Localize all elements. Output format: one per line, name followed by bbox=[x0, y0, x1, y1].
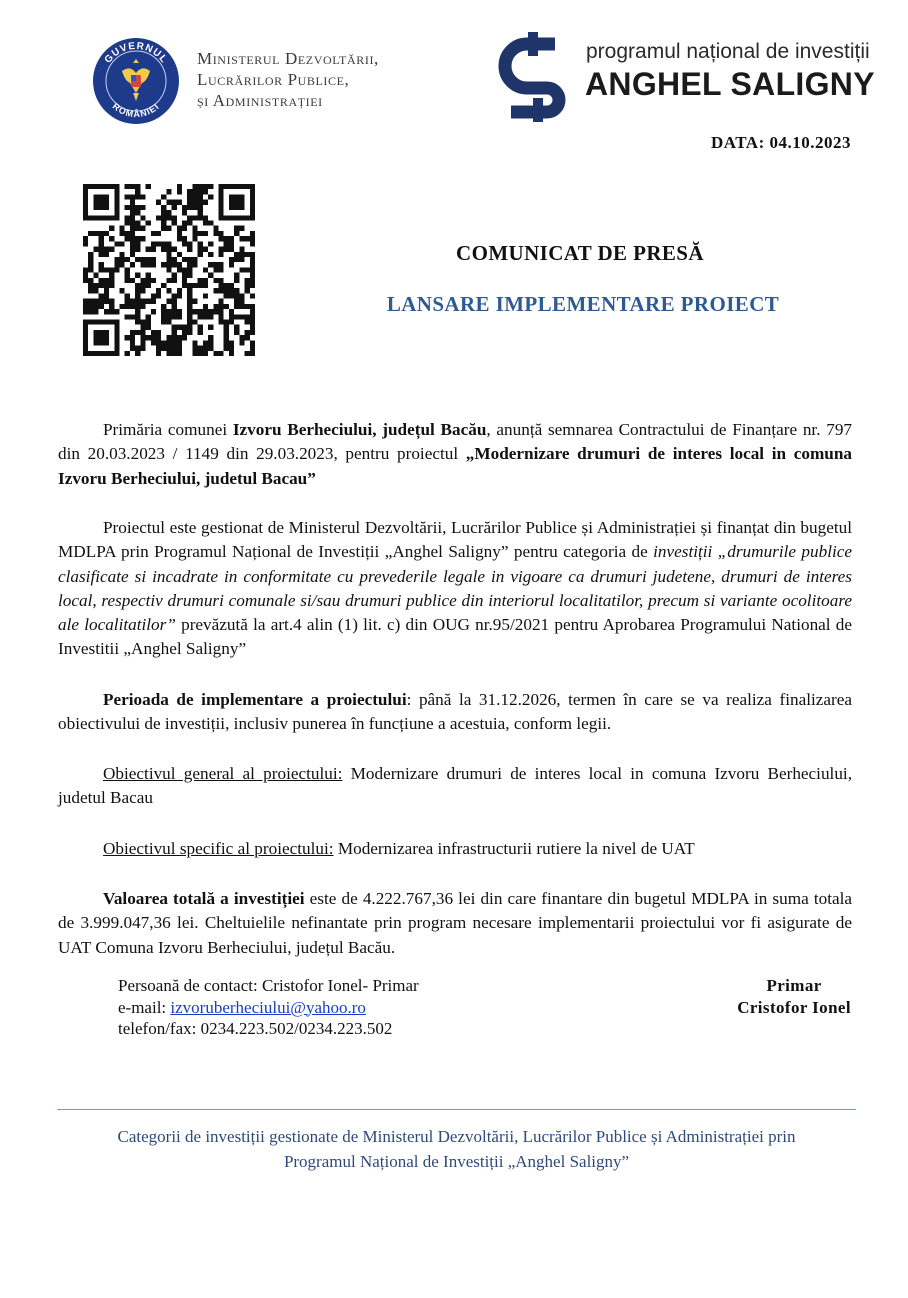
contact-email-line bbox=[118, 997, 419, 1019]
seal-text-top: GUVERNUL bbox=[102, 40, 170, 66]
signer-role: Primar bbox=[766, 976, 822, 995]
p4-text: Modernizare drumuri de interes local in comuna Izvoru Berheciului, judetul Bacau bbox=[58, 764, 852, 808]
contact-phone: telefon/fax: 0234.223.502/0234.223.502 bbox=[118, 1019, 393, 1038]
p3-label: Perioada de implementare a proiectului bbox=[103, 690, 407, 709]
p6-label: Valoarea totală a investiției bbox=[103, 889, 305, 908]
government-seal-logo bbox=[92, 37, 180, 125]
email-link[interactable]: izvoruberheciului@yahoo.ro bbox=[170, 997, 366, 1017]
program-subtitle: programul național de investiții bbox=[586, 40, 870, 63]
document-date: DATA: 04.10.2023 bbox=[710, 133, 851, 152]
contact-block bbox=[118, 975, 419, 1040]
p4-label: Obiectivul general al proiectului: bbox=[103, 764, 343, 783]
p1-commune-name: Izvoru Berheciului, județul Bacău bbox=[232, 420, 487, 439]
footer-line-2: Programul Național de Investiții „Anghel Saligny” bbox=[283, 1152, 630, 1171]
p2-text-2: prevăzută la art.4 alin (1) lit. c) din OUG nr.95/2021 pentru Aprobarea Programului National de Investitii „Anghel Saligny” bbox=[58, 615, 852, 659]
signer-name: Cristofor Ionel bbox=[737, 997, 851, 1017]
p3-text: : până la 31.12.2026, termen în care se va realiza finalizarea obiectivului de investiții, inclusiv punerea în funcțiune a acestuia, conform legii. bbox=[58, 690, 852, 734]
seal-text-bottom: ROMÂNIEI bbox=[110, 101, 162, 120]
footer-divider bbox=[57, 1109, 856, 1110]
contact-person: Persoană de contact: Cristofor Ionel- Primar bbox=[118, 976, 419, 995]
p6-text: este de 4.222.767,36 lei din care finantare din bugetul MDLPA in suma totala de 3.999.047,36 lei. Cheltuielile nefinantate prin program necesare implementarii proiectului vor fi asigurate de UAT Comuna Izvoru Berheciului, județul Bacău. bbox=[58, 889, 852, 957]
p1-text-2: , anunță semnarea Contractului de Finanțare nr. 797 din 20.03.2023 / 1149 din 29.03.2023, pentru proiectul bbox=[58, 420, 853, 464]
p1-project-name: „Modernizare drumuri de interes local in comuna Izvoru Berheciului, judetul Bacau” bbox=[58, 444, 853, 488]
program-title: ANGHEL SALIGNY bbox=[585, 66, 875, 102]
press-release-title: COMUNICAT DE PRESĂ bbox=[456, 241, 704, 265]
p1-text-1: Primăria comunei bbox=[103, 420, 233, 439]
paragraph-implementation-period bbox=[58, 688, 852, 737]
footer-line-1: Categorii de investiții gestionate de Ministerul Dezvoltării, Lucrărilor Publice și Administrației prin bbox=[117, 1127, 796, 1146]
qr-modules bbox=[83, 184, 255, 356]
ministry-line-1: Ministerul Dezvoltării, bbox=[197, 49, 379, 68]
p2-text-1: Proiectul este gestionat de Ministerul Dezvoltării, Lucrărilor Publice și Administrației și finanțat din bugetul MDLPA prin Programul Național de Investiții „Anghel Saligny” pentru categoria de bbox=[58, 518, 852, 562]
press-release-subtitle: LANSARE IMPLEMENTARE PROIECT bbox=[386, 292, 780, 316]
paragraph-contract bbox=[58, 418, 852, 491]
ministry-line-3: și Administrației bbox=[197, 91, 323, 110]
qr-code[interactable] bbox=[83, 184, 255, 356]
paragraph-financing bbox=[58, 516, 852, 662]
p5-text: Modernizarea infrastructurii rutiere la nivel de UAT bbox=[333, 839, 695, 858]
paragraph-total-value bbox=[58, 887, 852, 960]
email-label: e-mail: bbox=[118, 997, 171, 1017]
p2-category-italic: investiții „drumurile publice clasificate si incadrate in conformitate cu prevederile legale in vigoare ca drumuri judetene, drumuri de interes local, respectiv drumuri comunale si/sau drumuri publice din interiorul localitatilor, precum si variante ocolitoare ale localitatilor” bbox=[58, 542, 853, 635]
anghel-saligny-logo-mark bbox=[497, 32, 577, 122]
signature-block bbox=[737, 975, 851, 1018]
paragraph-general-objective bbox=[58, 762, 852, 811]
paragraph-specific-objective bbox=[58, 837, 852, 861]
p5-label: Obiectivul specific al proiectului: bbox=[103, 839, 334, 858]
footer-text bbox=[57, 1124, 856, 1174]
ministry-line-2: Lucrărilor Publice, bbox=[197, 70, 350, 89]
ministry-name bbox=[197, 48, 477, 111]
